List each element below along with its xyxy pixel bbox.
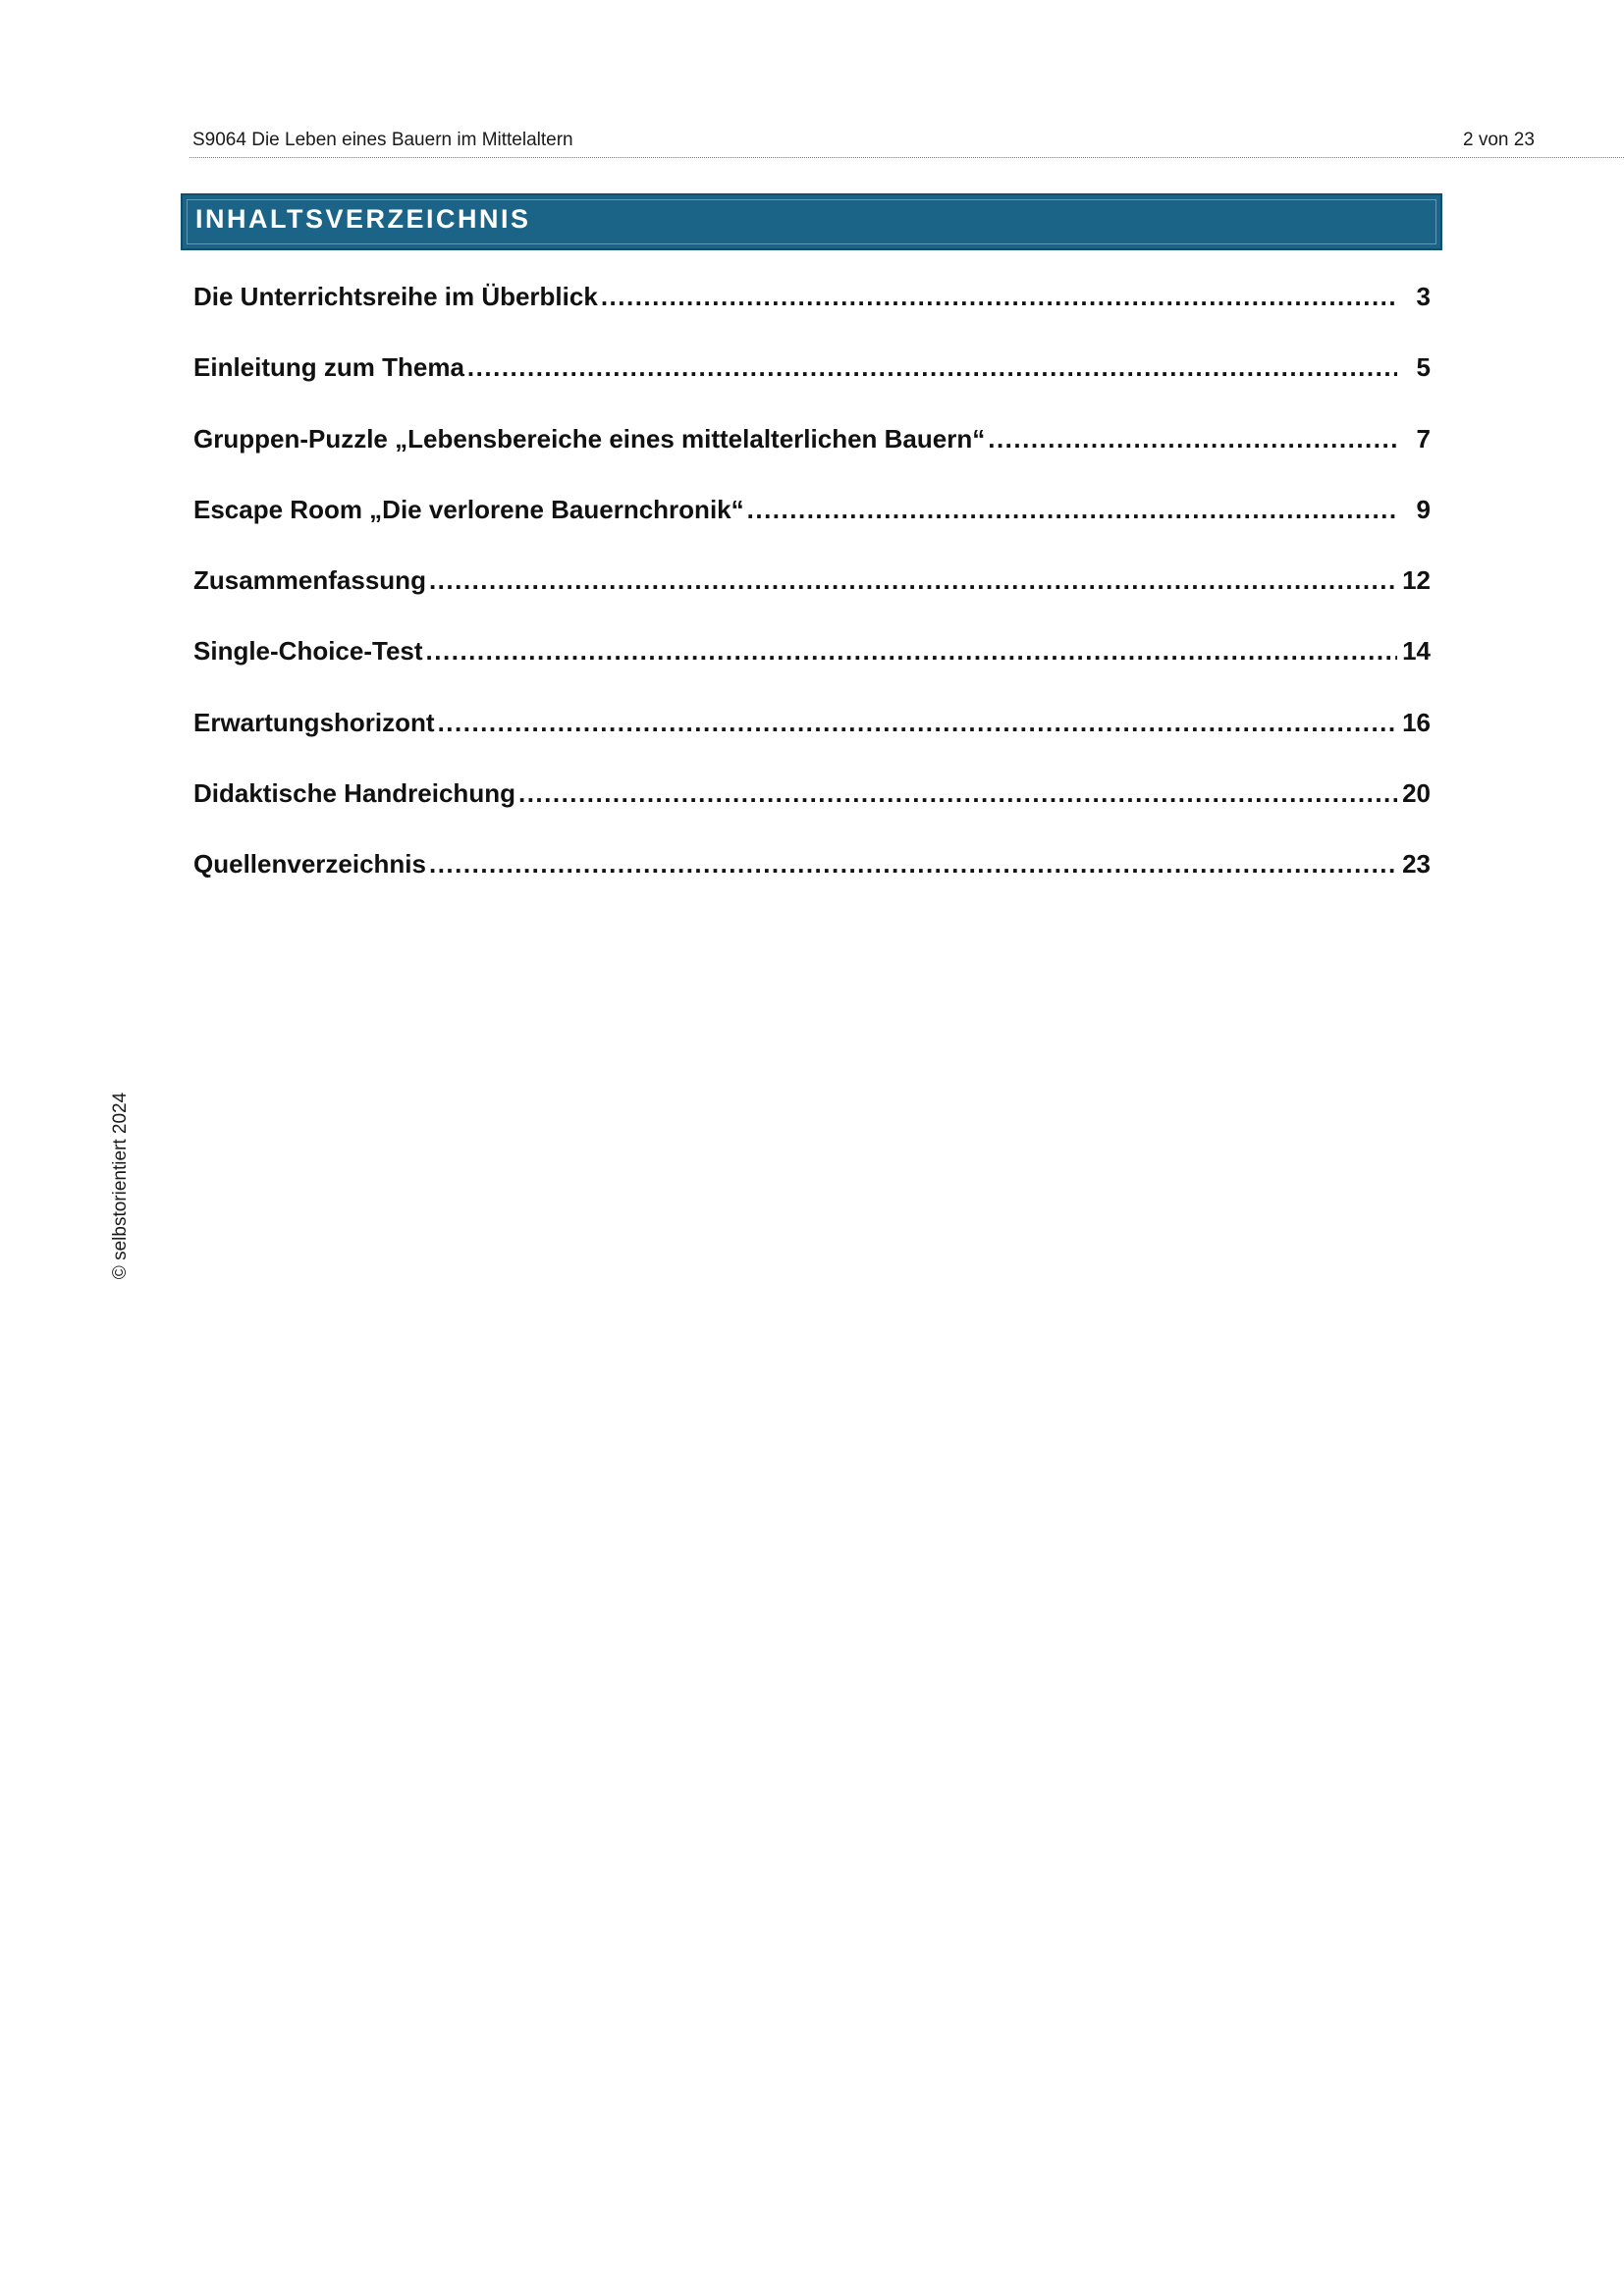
toc-dot-leader xyxy=(429,565,1397,596)
toc-entry[interactable] xyxy=(193,636,1431,707)
toc-entry-page: 12 xyxy=(1402,565,1431,596)
toc-entry-label: Quellenverzeichnis xyxy=(193,849,426,880)
toc-entry[interactable] xyxy=(193,708,1431,778)
toc-entry-label: Zusammenfassung xyxy=(193,565,426,596)
toc-entry-page: 5 xyxy=(1416,352,1431,383)
toc-entry-page: 16 xyxy=(1402,707,1431,737)
toc-entry-label: Erwartungshorizont xyxy=(193,707,435,737)
toc-dot-leader xyxy=(426,636,1397,667)
toc-list xyxy=(193,282,1431,921)
toc-dot-leader xyxy=(438,708,1397,738)
toc-entry-label: Einleitung zum Thema xyxy=(193,352,464,383)
toc-heading-banner xyxy=(181,193,1442,250)
toc-entry[interactable] xyxy=(193,352,1431,423)
toc-entry[interactable] xyxy=(193,778,1431,849)
document-title: S9064 Die Leben eines Bauern im Mittelaltern xyxy=(192,130,573,150)
toc-entry-label: Single-Choice-Test xyxy=(193,636,423,667)
toc-entry-label: Didaktische Handreichung xyxy=(193,778,515,809)
toc-entry[interactable] xyxy=(193,282,1431,352)
page-indicator: 2 von 23 xyxy=(1463,130,1535,150)
toc-entry-page: 7 xyxy=(1416,423,1431,454)
toc-dot-leader xyxy=(601,282,1397,312)
toc-entry[interactable] xyxy=(193,495,1431,565)
toc-entry-page: 9 xyxy=(1416,494,1431,524)
toc-dot-leader xyxy=(988,424,1397,454)
toc-heading: INHALTSVERZEICHNIS xyxy=(195,204,531,234)
toc-entry[interactable] xyxy=(193,849,1431,920)
toc-entry-label: Die Unterrichtsreihe im Überblick xyxy=(193,282,598,311)
toc-entry-label: Escape Room „Die verlorene Bauernchronik“ xyxy=(193,494,744,524)
toc-dot-leader xyxy=(518,778,1397,809)
toc-entry[interactable] xyxy=(193,565,1431,636)
toc-entry-page: 3 xyxy=(1416,282,1431,311)
toc-dot-leader xyxy=(429,849,1397,880)
toc-entry-page: 14 xyxy=(1402,636,1431,667)
copyright-notice: © selbstorientiert 2024 xyxy=(110,1092,131,1280)
toc-entry-label: Gruppen-Puzzle „Lebensbereiche eines mittelalterlichen Bauern“ xyxy=(193,423,986,454)
header-divider xyxy=(189,157,1624,158)
toc-entry[interactable] xyxy=(193,424,1431,495)
toc-dot-leader xyxy=(467,352,1397,383)
toc-entry-page: 20 xyxy=(1402,778,1431,809)
toc-dot-leader xyxy=(747,495,1397,525)
toc-entry-page: 23 xyxy=(1402,849,1431,880)
